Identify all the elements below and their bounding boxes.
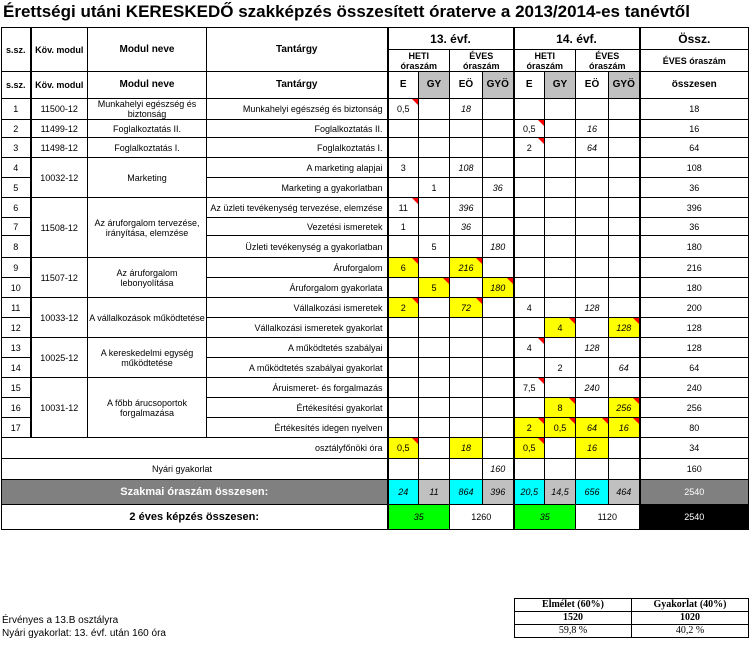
row-total: 216: [640, 258, 749, 278]
szakmai-gyo14: 464: [609, 480, 640, 505]
cell-eo14: [576, 258, 609, 278]
cell-e13: 3: [388, 158, 419, 178]
cell-gy14: [545, 258, 576, 278]
row-total: 128: [640, 338, 749, 358]
cell-gyo13: [483, 138, 514, 158]
nyari-row: [2, 459, 749, 480]
nyari-gyo13: 160: [483, 459, 514, 480]
cell-gy14: [545, 378, 576, 398]
header-eves-14: ÉVES óraszám: [576, 50, 640, 72]
cell-gyo13: [483, 358, 514, 378]
cell-e13: [388, 178, 419, 198]
cell-e14: [514, 236, 545, 258]
subject-name: Foglalkoztatás I.: [207, 138, 388, 158]
cell-gy14: 2: [545, 358, 576, 378]
notes: [2, 614, 166, 640]
empty-cell: [576, 459, 609, 480]
module-code: 10031-12: [31, 378, 88, 438]
osztalyfonoki-eo13: 18: [450, 438, 483, 459]
cell-eo13: [450, 138, 483, 158]
osztalyfonoki-row: [2, 438, 749, 459]
cell-eo14: 128: [576, 298, 609, 318]
subject-name: A marketing alapjai: [207, 158, 388, 178]
subject-name: Foglalkoztatás II.: [207, 120, 388, 138]
row-number: 6: [2, 198, 31, 218]
row-total: 200: [640, 298, 749, 318]
row-number: 14: [2, 358, 31, 378]
table-row: [2, 138, 749, 158]
header-tantargy-2: Tantárgy: [207, 72, 388, 99]
osztalyfonoki-total: 34: [640, 438, 749, 459]
subject-name: Áruforgalom: [207, 258, 388, 278]
cell-e14: 4: [514, 338, 545, 358]
cell-eo14: [576, 158, 609, 178]
header-eves-13: ÉVES óraszám: [450, 50, 514, 72]
row-number: 13: [2, 338, 31, 358]
cell-gyo14: 128: [609, 318, 640, 338]
cell-gy13: [419, 258, 450, 278]
subject-name: Vállalkozási ismeretek gyakorlat: [207, 318, 388, 338]
cell-eo13: [450, 378, 483, 398]
module-code: 10033-12: [31, 298, 88, 338]
cell-gyo14: [609, 338, 640, 358]
cell-gyo13: [483, 120, 514, 138]
row-total: 64: [640, 138, 749, 158]
cell-gy13: [419, 298, 450, 318]
cell-gyo14: [609, 298, 640, 318]
cell-e13: [388, 378, 419, 398]
cell-gy13: [419, 99, 450, 120]
summary-elmelet-value: 1520: [515, 612, 632, 625]
cell-gy13: [419, 378, 450, 398]
empty-cell: [609, 438, 640, 459]
nyari-label: Nyári gyakorlat: [2, 459, 388, 480]
cell-gyo14: [609, 378, 640, 398]
cell-gyo13: [483, 158, 514, 178]
cell-e13: 11: [388, 198, 419, 218]
cell-eo13: 36: [450, 218, 483, 236]
cell-e13: 2: [388, 298, 419, 318]
szakmai-eo14: 656: [576, 480, 609, 505]
row-number: 8: [2, 236, 31, 258]
cell-eo14: 16: [576, 120, 609, 138]
ketev-eves13: 1260: [450, 505, 514, 530]
row-total: 240: [640, 378, 749, 398]
table-row: [2, 258, 749, 278]
cell-gy14: [545, 158, 576, 178]
empty-cell: [609, 459, 640, 480]
cell-gy14: [545, 218, 576, 236]
cell-gy14: [545, 99, 576, 120]
subject-name: A működtetés szabályai: [207, 338, 388, 358]
header-evf13: 13. évf.: [388, 28, 514, 50]
row-total: 36: [640, 178, 749, 198]
row-number: 5: [2, 178, 31, 198]
subject-name: Vezetési ismeretek: [207, 218, 388, 236]
cell-gy13: [419, 158, 450, 178]
col-osszesen: összesen: [640, 72, 749, 99]
subject-name: Munkahelyi egészség és biztonság: [207, 99, 388, 120]
empty-cell: [545, 459, 576, 480]
cell-gyo14: [609, 99, 640, 120]
table-row: [2, 298, 749, 318]
cell-eo14: [576, 318, 609, 338]
cell-eo14: 128: [576, 338, 609, 358]
col-gyo-13: GYÖ: [483, 72, 514, 99]
row-total: 80: [640, 418, 749, 438]
empty-cell: [483, 438, 514, 459]
cell-e13: [388, 138, 419, 158]
row-total: 64: [640, 358, 749, 378]
cell-e13: [388, 418, 419, 438]
col-eo-14: EÖ: [576, 72, 609, 99]
module-code: 11499-12: [31, 120, 88, 138]
row-number: 10: [2, 278, 31, 298]
table-row: [2, 338, 749, 358]
cell-eo13: [450, 358, 483, 378]
cell-eo14: 240: [576, 378, 609, 398]
col-e-13: E: [388, 72, 419, 99]
cell-eo14: [576, 358, 609, 378]
cell-gy14: 0,5: [545, 418, 576, 438]
szakmai-row: [2, 480, 749, 505]
module-name: A kereskedelmi egység működtetése: [88, 338, 207, 378]
header-evf14: 14. évf.: [514, 28, 640, 50]
szakmai-eo13: 864: [450, 480, 483, 505]
cell-gyo13: [483, 318, 514, 338]
row-number: 1: [2, 99, 31, 120]
cell-eo13: [450, 338, 483, 358]
cell-eo14: [576, 178, 609, 198]
subject-name: Értékesítés idegen nyelven: [207, 418, 388, 438]
cell-gy13: 5: [419, 236, 450, 258]
cell-gy14: [545, 236, 576, 258]
header-ssz: s.sz.: [2, 28, 31, 72]
cell-e13: 6: [388, 258, 419, 278]
cell-e13: [388, 236, 419, 258]
osztalyfonoki-eo14: 16: [576, 438, 609, 459]
empty-cell: [545, 438, 576, 459]
subject-name: Áruismeret- és forgalmazás: [207, 378, 388, 398]
cell-eo13: [450, 398, 483, 418]
szakmai-gyo13: 396: [483, 480, 514, 505]
cell-eo13: [450, 418, 483, 438]
row-total: 396: [640, 198, 749, 218]
cell-e14: 2: [514, 418, 545, 438]
header-ssz-2: s.sz.: [2, 72, 31, 99]
header-tantargy: Tantárgy: [207, 28, 388, 72]
module-code: 11498-12: [31, 138, 88, 158]
module-name: A vállalkozások működtetése: [88, 298, 207, 338]
cell-e14: [514, 398, 545, 418]
cell-gyo14: [609, 278, 640, 298]
ketev-eves14: 1120: [576, 505, 640, 530]
empty-cell: [388, 459, 419, 480]
row-total: 36: [640, 218, 749, 236]
col-e-14: E: [514, 72, 545, 99]
cell-e14: [514, 258, 545, 278]
cell-gyo14: [609, 236, 640, 258]
module-code: 10025-12: [31, 338, 88, 378]
table-row: [2, 120, 749, 138]
cell-e13: [388, 278, 419, 298]
nyari-total: 160: [640, 459, 749, 480]
col-gyo-14: GYÖ: [609, 72, 640, 99]
ketev-label: 2 éves képzés összesen:: [2, 505, 388, 530]
row-total: 180: [640, 236, 749, 258]
szakmai-total: 2540: [640, 480, 749, 505]
summary-elmelet-header: Elmélet (60%): [515, 599, 632, 612]
cell-e14: [514, 158, 545, 178]
header-kov-modul: Köv. modul: [31, 28, 88, 72]
cell-eo13: [450, 236, 483, 258]
subject-name: Az üzleti tevékenység tervezése, elemzése: [207, 198, 388, 218]
cell-e14: 0,5: [514, 120, 545, 138]
module-name: Munkahelyi egészség és biztonság: [88, 99, 207, 120]
cell-gyo13: 180: [483, 236, 514, 258]
cell-e14: [514, 198, 545, 218]
cell-eo13: [450, 178, 483, 198]
row-number: 2: [2, 120, 31, 138]
cell-eo14: 64: [576, 138, 609, 158]
cell-gyo14: [609, 120, 640, 138]
cell-gyo14: [609, 198, 640, 218]
row-total: 18: [640, 99, 749, 120]
cell-e14: 7,5: [514, 378, 545, 398]
osztalyfonoki-e14: 0,5: [514, 438, 545, 459]
row-number: 15: [2, 378, 31, 398]
cell-gyo14: [609, 178, 640, 198]
cell-e14: 4: [514, 298, 545, 318]
cell-gy13: [419, 138, 450, 158]
subject-name: Áruforgalom gyakorlata: [207, 278, 388, 298]
cell-gyo14: 256: [609, 398, 640, 418]
cell-eo13: [450, 278, 483, 298]
cell-e13: [388, 318, 419, 338]
subject-name: A működtetés szabályai gyakorlat: [207, 358, 388, 378]
cell-e13: 1: [388, 218, 419, 236]
cell-gy13: [419, 398, 450, 418]
cell-eo13: [450, 120, 483, 138]
cell-gy13: [419, 198, 450, 218]
cell-gyo14: [609, 258, 640, 278]
cell-e14: 2: [514, 138, 545, 158]
summary-gyakorlat-percent: 40,2 %: [632, 625, 749, 638]
summary-elmelet-percent: 59,8 %: [515, 625, 632, 638]
cell-gy13: 1: [419, 178, 450, 198]
module-code: 11507-12: [31, 258, 88, 298]
subject-name: Üzleti tevékenység a gyakorlatban: [207, 236, 388, 258]
header-eves-ossz: ÉVES óraszám: [640, 50, 749, 72]
cell-gy14: 4: [545, 318, 576, 338]
summary-gyakorlat-header: Gyakorlat (40%): [632, 599, 749, 612]
cell-eo14: [576, 398, 609, 418]
cell-eo14: [576, 278, 609, 298]
osztalyfonoki-e13: 0,5: [388, 438, 419, 459]
cell-gyo13: [483, 418, 514, 438]
cell-e14: [514, 178, 545, 198]
cell-gyo13: 180: [483, 278, 514, 298]
cell-e14: [514, 358, 545, 378]
module-code: 10032-12: [31, 158, 88, 198]
note-line-2: Nyári gyakorlat: 13. évf. után 160 óra: [2, 628, 166, 639]
cell-gy13: [419, 218, 450, 236]
page-title: Érettségi utáni KERESKEDŐ szakképzés összesített óraterve a 2013/2014-es tanévtől: [3, 2, 690, 21]
module-name: Marketing: [88, 158, 207, 198]
header-modul-neve: Modul neve: [88, 28, 207, 72]
cell-eo13: 396: [450, 198, 483, 218]
cell-gy14: [545, 338, 576, 358]
cell-e13: [388, 120, 419, 138]
ketev-total: 2540: [640, 505, 749, 530]
ketev-heti14: 35: [514, 505, 576, 530]
module-name: Foglalkoztatás II.: [88, 120, 207, 138]
cell-eo13: 108: [450, 158, 483, 178]
module-code: 11500-12: [31, 99, 88, 120]
row-total: 108: [640, 158, 749, 178]
table-row: [2, 158, 749, 178]
row-number: 3: [2, 138, 31, 158]
cell-gy14: 8: [545, 398, 576, 418]
cell-gyo14: [609, 138, 640, 158]
cell-eo14: [576, 99, 609, 120]
table-row: [2, 378, 749, 398]
empty-cell: [419, 438, 450, 459]
cell-eo14: [576, 236, 609, 258]
cell-gy13: [419, 120, 450, 138]
header-kov-modul-2: Köv. modul: [31, 72, 88, 99]
szakmai-gy14: 14,5: [545, 480, 576, 505]
cell-gy13: [419, 358, 450, 378]
summary-gyakorlat-value: 1020: [632, 612, 749, 625]
szakmai-e14: 20,5: [514, 480, 545, 505]
module-code: 11508-12: [31, 198, 88, 258]
cell-gyo13: [483, 258, 514, 278]
cell-gy14: [545, 298, 576, 318]
cell-e13: [388, 398, 419, 418]
subject-name: Vállalkozási ismeretek: [207, 298, 388, 318]
col-gy-14: GY: [545, 72, 576, 99]
cell-gyo13: [483, 198, 514, 218]
cell-gy14: [545, 138, 576, 158]
cell-gy13: [419, 318, 450, 338]
cell-gyo14: [609, 218, 640, 236]
cell-eo13: [450, 318, 483, 338]
cell-eo13: 216: [450, 258, 483, 278]
subject-name: Értékesítési gyakorlat: [207, 398, 388, 418]
cell-gyo14: [609, 158, 640, 178]
cell-gyo13: 36: [483, 178, 514, 198]
module-name: Foglalkoztatás I.: [88, 138, 207, 158]
cell-eo14: 64: [576, 418, 609, 438]
row-number: 4: [2, 158, 31, 178]
cell-gyo13: [483, 398, 514, 418]
header-heti-13: HETI óraszám: [388, 50, 450, 72]
cell-gyo13: [483, 298, 514, 318]
cell-gy14: [545, 120, 576, 138]
table-row: [2, 99, 749, 120]
row-number: 12: [2, 318, 31, 338]
row-number: 7: [2, 218, 31, 236]
subject-name: Marketing a gyakorlatban: [207, 178, 388, 198]
cell-gyo13: [483, 378, 514, 398]
cell-e14: [514, 99, 545, 120]
osztalyfonoki-label: osztályfőnöki óra: [2, 438, 388, 459]
cell-gy14: [545, 278, 576, 298]
cell-gyo14: 16: [609, 418, 640, 438]
row-number: 16: [2, 398, 31, 418]
module-name: Az áruforgalom lebonyolítása: [88, 258, 207, 298]
summary-table: [514, 598, 749, 638]
cell-gyo13: [483, 338, 514, 358]
header-ossz: Össz.: [640, 28, 749, 50]
table-row: [2, 198, 749, 218]
cell-gy13: [419, 418, 450, 438]
row-total: 180: [640, 278, 749, 298]
cell-gy13: 5: [419, 278, 450, 298]
row-total: 256: [640, 398, 749, 418]
cell-e14: [514, 278, 545, 298]
empty-cell: [514, 459, 545, 480]
col-eo-13: EÖ: [450, 72, 483, 99]
header-heti-14: HETI óraszám: [514, 50, 576, 72]
szakmai-label: Szakmai óraszám összesen:: [2, 480, 388, 505]
row-number: 11: [2, 298, 31, 318]
cell-gyo13: [483, 99, 514, 120]
module-name: A főbb árucsoportok forgalmazása: [88, 378, 207, 438]
cell-e14: [514, 218, 545, 236]
empty-cell: [419, 459, 450, 480]
row-number: 9: [2, 258, 31, 278]
module-name: Az áruforgalom tervezése, irányítása, elemzése: [88, 198, 207, 258]
cell-e13: [388, 338, 419, 358]
cell-e13: [388, 358, 419, 378]
cell-gyo14: 64: [609, 358, 640, 378]
header-modul-neve-2: Modul neve: [88, 72, 207, 99]
curriculum-table: [1, 27, 749, 530]
empty-cell: [450, 459, 483, 480]
cell-e14: [514, 318, 545, 338]
row-total: 128: [640, 318, 749, 338]
row-total: 16: [640, 120, 749, 138]
ketev-row: [2, 505, 749, 530]
row-number: 17: [2, 418, 31, 438]
szakmai-gy13: 11: [419, 480, 450, 505]
cell-gyo13: [483, 218, 514, 236]
cell-eo13: 18: [450, 99, 483, 120]
cell-gy13: [419, 338, 450, 358]
cell-eo13: 72: [450, 298, 483, 318]
cell-e13: 0,5: [388, 99, 419, 120]
cell-eo14: [576, 198, 609, 218]
ketev-heti13: 35: [388, 505, 450, 530]
cell-gy14: [545, 178, 576, 198]
note-line-1: Érvényes a 13.B osztályra: [2, 615, 119, 626]
col-gy-13: GY: [419, 72, 450, 99]
szakmai-e13: 24: [388, 480, 419, 505]
cell-eo14: [576, 218, 609, 236]
cell-gy14: [545, 198, 576, 218]
